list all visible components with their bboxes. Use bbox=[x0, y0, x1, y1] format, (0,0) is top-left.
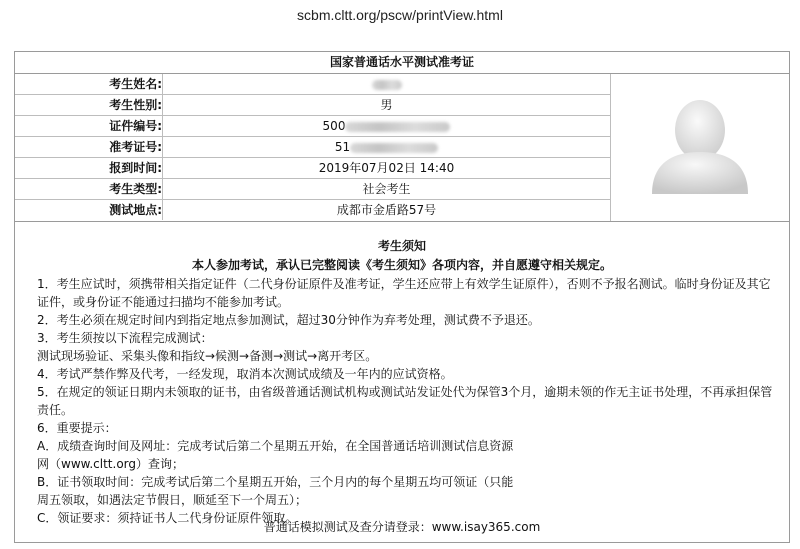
field-label: 考生性别: bbox=[15, 95, 163, 115]
notice-title: 考生须知 bbox=[377, 239, 426, 253]
candidate-notice bbox=[15, 221, 789, 543]
avatar-placeholder-icon bbox=[646, 96, 754, 196]
field-value-gender: 男 bbox=[380, 98, 393, 112]
redacted-value bbox=[350, 143, 438, 153]
field-label: 准考证号: bbox=[15, 137, 163, 157]
candidate-info-table bbox=[15, 74, 610, 221]
info-row-candidate-type bbox=[15, 179, 610, 200]
ticket-title: 国家普通话水平测试准考证 bbox=[15, 52, 789, 74]
notice-item: 1．考生应试时，须携带相关指定证件（二代身份证原件及准考证，学生还应带上有效学生证原件），否则不予报名测试。临时身份证及其它证件，或身份证不能通过扫描均不能参加考试。 bbox=[37, 277, 771, 309]
field-value-test-location: 成都市金盾路57号 bbox=[336, 203, 437, 217]
notice-item: 3．考生须按以下流程完成测试： bbox=[37, 331, 213, 345]
notice-item: 周五领取，如遇法定节假日，顺延至下一个周五）； bbox=[37, 493, 308, 507]
id-number-prefix: 500 bbox=[322, 119, 346, 133]
page-url: scbm.cltt.org/pscw/printView.html bbox=[297, 7, 503, 23]
redacted-value bbox=[372, 80, 402, 90]
info-row-name bbox=[15, 74, 610, 95]
ticket-number-prefix: 51 bbox=[334, 140, 351, 154]
notice-item: 网（www.cltt.org）查询； bbox=[37, 457, 184, 471]
field-label: 证件编号: bbox=[15, 116, 163, 136]
info-row-ticket-number bbox=[15, 137, 610, 158]
field-label: 考生姓名: bbox=[15, 74, 163, 94]
admission-ticket bbox=[14, 51, 790, 543]
field-value-candidate-type: 社会考生 bbox=[362, 182, 411, 196]
field-value-ticket-number bbox=[163, 137, 610, 157]
notice-item: 6．重要提示： bbox=[37, 421, 117, 435]
redacted-value bbox=[345, 122, 450, 132]
notice-body bbox=[37, 275, 777, 527]
field-label: 报到时间: bbox=[15, 158, 163, 178]
notice-statement: 本人参加考试，承认已完整阅读《考生须知》各项内容，并自愿遵守相关规定。 bbox=[191, 258, 612, 272]
footer-link-text: 普通话模拟测试及查分请登录：www.isay365.com bbox=[263, 520, 541, 534]
notice-item: C．领证要求：须持证书人二代身份证原件领取。 bbox=[37, 511, 298, 525]
field-value-name bbox=[163, 74, 610, 94]
field-label: 考生类型: bbox=[15, 179, 163, 199]
field-value-report-time: 2019年07月02日 14:40 bbox=[318, 161, 455, 175]
info-row-report-time bbox=[15, 158, 610, 179]
notice-item: B．证书领取时间：完成考试后第二个星期五开始，三个月内的每个星期五均可领证（只能 bbox=[37, 475, 514, 489]
info-row-id-number bbox=[15, 116, 610, 137]
notice-item: 测试现场验证、采集头像和指纹→候测→备测→测试→离开考区。 bbox=[37, 349, 378, 363]
info-row-test-location bbox=[15, 200, 610, 221]
field-label: 测试地点: bbox=[15, 200, 163, 220]
candidate-photo bbox=[610, 74, 789, 221]
notice-item: 5．在规定的领证日期内未领取的证书，由省级普通话测试机构或测试站发证处代为保管3个月，逾期未领的作无主证书处理，不再承担保管责任。 bbox=[37, 385, 773, 417]
notice-item: 2．考生必须在规定时间内到指定地点参加测试，超过30分钟作为弃考处理，测试费不予退还。 bbox=[37, 313, 540, 327]
info-row-gender bbox=[15, 95, 610, 116]
field-value-id-number bbox=[163, 116, 610, 136]
notice-item: 4．考试严禁作弊及代考，一经发现，取消本次测试成绩及一年内的应试资格。 bbox=[37, 367, 453, 381]
notice-item: A．成绩查询时间及网址：完成考试后第二个星期五开始，在全国普通话培训测试信息资源 bbox=[37, 439, 514, 453]
